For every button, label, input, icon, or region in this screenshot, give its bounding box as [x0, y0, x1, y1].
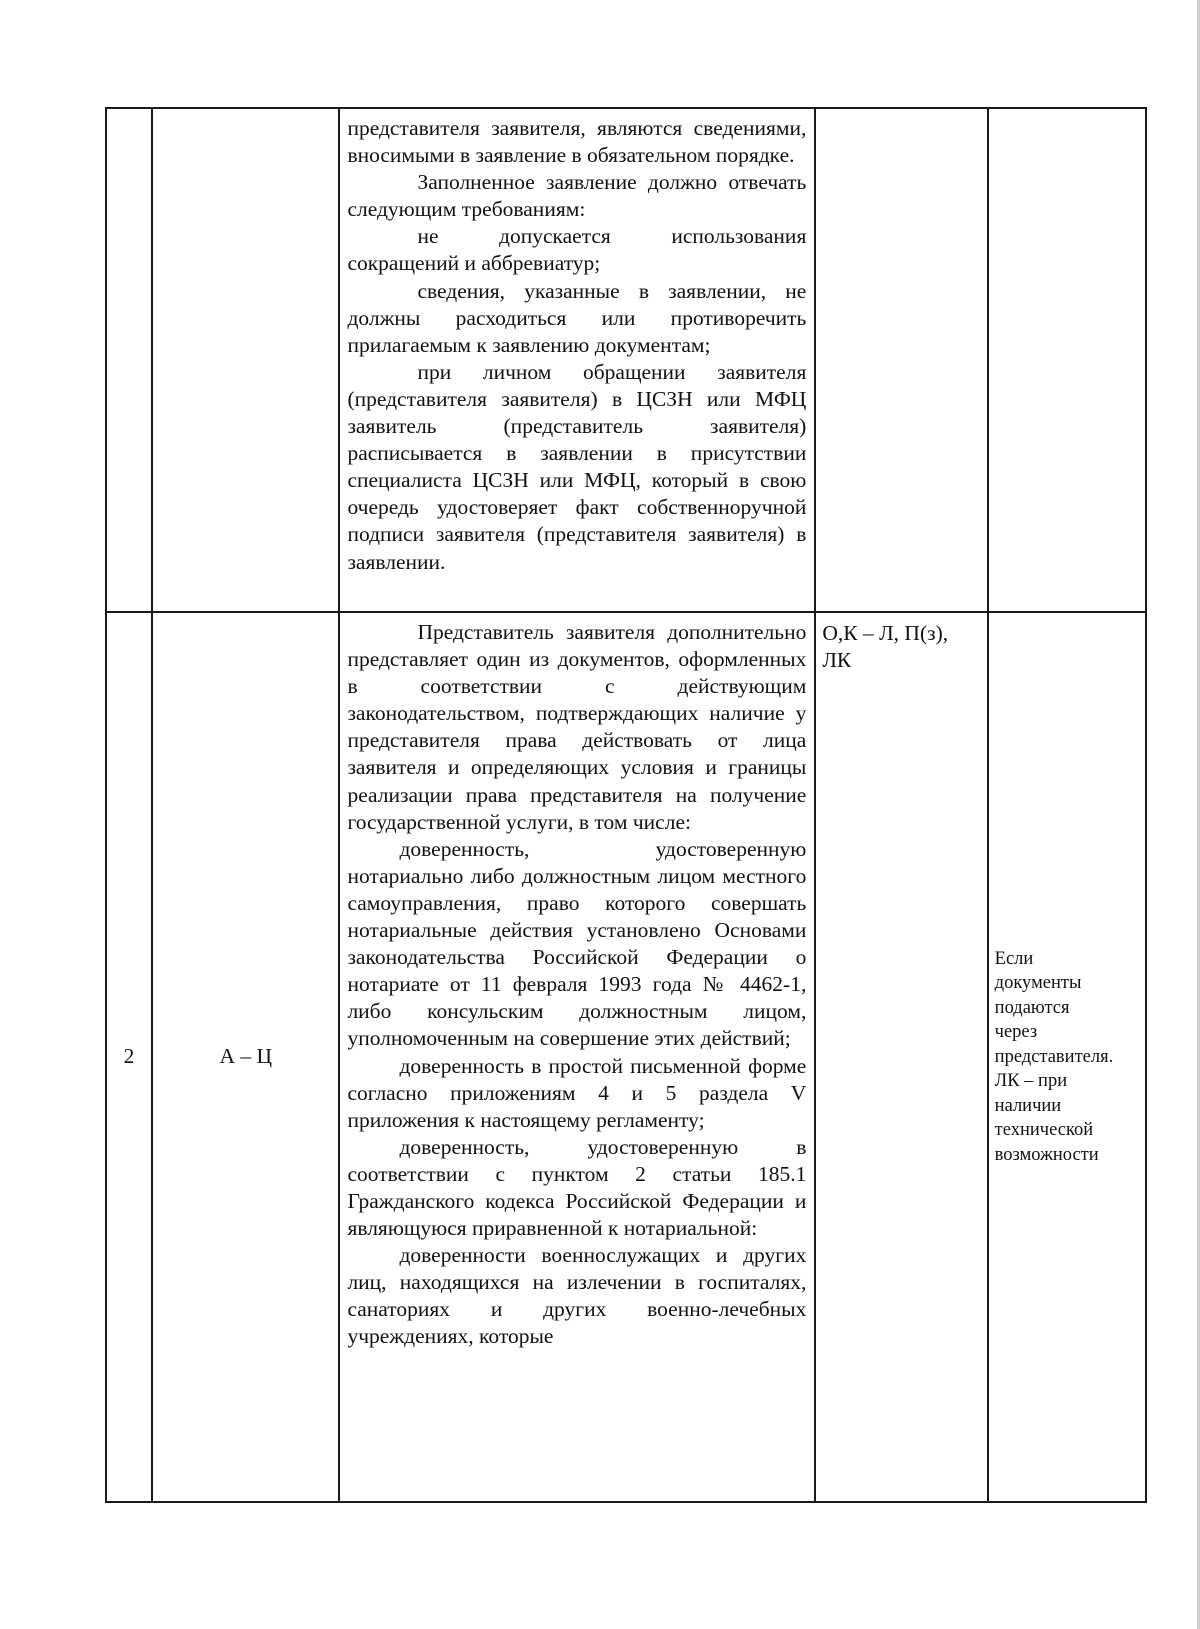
- submission-forms-cell: [815, 108, 987, 612]
- paragraph: не допускается использования сокращений и аббревиатур;: [347, 224, 807, 276]
- paragraph: представителя заявителя, являются сведениями, вносимыми в заявление в обязательном порядке.: [347, 116, 807, 168]
- paragraph: при личном обращении заявителя (представителя заявителя) в ЦСЗН или МФЦ заявитель (представитель заявителя) расписывается в заявлении в присутствии специалиста ЦСЗН или МФЦ, который в свою очередь удостоверяет факт собственноручной подписи заявителя (представителя заявителя) в заявлении.: [347, 359, 807, 574]
- paragraph: доверенности военнослужащих и других лиц, находящихся на излечении в госпиталях, санаториях и других военно-лечебных учреждениях, которые: [347, 1243, 807, 1349]
- submission-forms-cell: О,К – Л, П(з), ЛК: [815, 612, 987, 1502]
- paragraph: доверенность, удостоверенную в соответствии с пунктом 2 статьи 185.1 Гражданского кодекса Российской Федерации и являющуюся приравненной к нотариальной:: [347, 1134, 807, 1241]
- note-line: представителя.: [994, 1046, 1114, 1067]
- paragraph: сведения, указанные в заявлении, не должны расходиться или противоречить прилагаемым к заявлению документам;: [347, 278, 807, 357]
- applicant-category-cell: А – Ц: [152, 612, 339, 1502]
- paragraph: доверенность, удостоверенную нотариально либо должностным лицом местного самоуправления, право которого совершать нотариальные действия установлено Основами законодательства Российской Федерации о нотариате от 11 февраля 1993 года № 4462-1, либо консульским должностным лицом, уполномоченным на совершение этих действий;: [347, 836, 807, 1051]
- paragraph: Заполненное заявление должно отвечать следующим требованиям:: [347, 170, 807, 222]
- requirements-table: [105, 107, 1147, 1503]
- note-line: возможности: [994, 1144, 1099, 1165]
- row-number-cell: [106, 108, 152, 612]
- note-line: Если: [994, 948, 1034, 969]
- applicant-category-cell: [152, 108, 339, 612]
- note-cell: [988, 108, 1146, 612]
- requirements-text-cell: [339, 108, 815, 612]
- note-line: через: [994, 1022, 1038, 1043]
- note-line: наличии: [994, 1095, 1062, 1116]
- row-number-cell: 2: [106, 612, 152, 1502]
- note-line: подаются: [994, 997, 1070, 1018]
- paragraph: доверенность в простой письменной форме согласно приложениям 4 и 5 раздела V приложения к настоящему регламенту;: [347, 1053, 807, 1132]
- note-cell: [988, 612, 1146, 1502]
- paragraph: Представитель заявителя дополнительно представляет один из документов, оформленных в соответствии с действующим законодательством, подтверждающих наличие у представителя права действовать от лица заявителя и определяющих условия и границы реализации права представителя на получение государственной услуги, в том числе:: [347, 620, 807, 834]
- note-line: документы: [994, 973, 1082, 994]
- note-line: технической: [994, 1120, 1094, 1141]
- requirements-text-cell: [339, 612, 815, 1502]
- table-row: [106, 612, 1146, 1502]
- note-line: ЛК – при: [994, 1071, 1068, 1092]
- table-row: [106, 108, 1146, 612]
